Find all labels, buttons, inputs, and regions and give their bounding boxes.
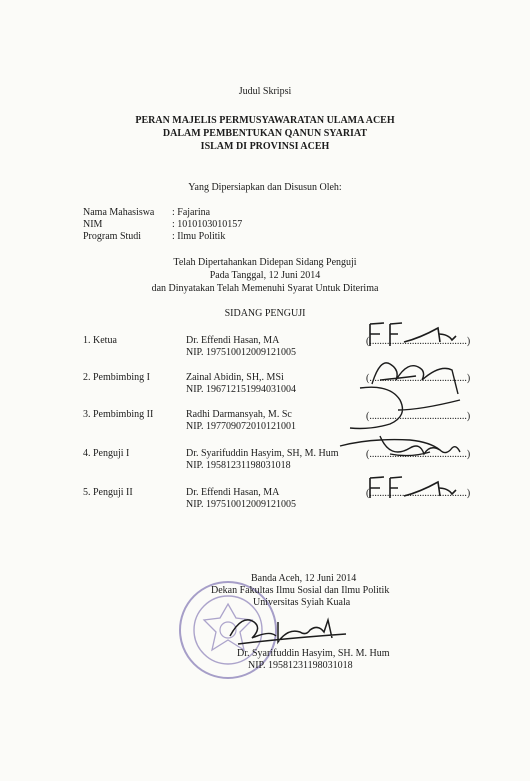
examiner-role: 5. Penguji II [83,487,133,498]
student-prodi-value: : Ilmu Politik [172,231,226,242]
dean-name: Dr. Syarifuddin Hasyim, SH. M. Hum [237,648,390,659]
signature-blank: (.......................................) [366,411,471,422]
examiner-role: 4. Penguji I [83,448,130,459]
dean-nip: NIP. 19581231198031018 [248,660,353,671]
header-label: Judul Skripsi [238,86,292,97]
examiner-name: Dr. Effendi Hasan, MA [186,335,280,346]
defense-line-1: Telah Dipertahankan Didepan Sidang Penguji [173,257,357,268]
signature-blank: (.......................................) [366,488,471,499]
signature-mark [360,430,480,470]
examiner-nip: NIP. 197510012009121005 [186,347,297,358]
student-name-label: Nama Mahasiswa [83,207,155,218]
signature-blank: (.......................................) [366,336,471,347]
student-prodi-label: Program Studi [83,231,142,242]
examiner-role: 2. Pembimbing I [83,372,150,383]
signature-mark [360,468,470,508]
examiner-name: Dr. Syarifuddin Hasyim, SH, M. Hum [186,448,339,459]
examiner-role: 1. Ketua [83,335,117,346]
prepared-by: Yang Dipersiapkan dan Disusun Oleh: [188,182,342,193]
examiner-nip: NIP. 197510012009121005 [186,499,297,510]
approval-university: Universitas Syiah Kuala [253,597,351,608]
examiner-name: Zainal Abidin, SH,. MSi [186,372,284,383]
signature-blank: (.......................................) [366,373,471,384]
examiner-nip: NIP. 196712151994031004 [186,384,297,395]
title-line-1: PERAN MAJELIS PERMUSYAWARATAN ULAMA ACEH [135,115,395,126]
examiner-name: Radhi Darmansyah, M. Sc [186,409,292,420]
student-name-value: : Fajarina [172,207,211,218]
student-nim-value: : 1010103010157 [172,219,243,230]
student-nim-label: NIM [83,219,103,230]
signature-blank: (.......................................) [366,449,471,460]
defense-line-3: dan Dinyatakan Telah Memenuhi Syarat Untuk Diterima [151,283,379,294]
title-line-3: ISLAM DI PROVINSI ACEH [200,141,330,152]
dean-signature [218,608,358,650]
examiner-role: 3. Pembimbing II [83,409,154,420]
approval-place-date: Banda Aceh, 12 Juni 2014 [251,573,357,584]
title-line-2: DALAM PEMBENTUKAN QANUN SYARIAT [162,128,368,139]
examiner-nip: NIP. 19581231198031018 [186,460,291,471]
approval-position: Dekan Fakultas Ilmu Sosial dan Ilmu Politik [211,585,390,596]
examiner-name: Dr. Effendi Hasan, MA [186,487,280,498]
examiner-nip: NIP. 197709072010121001 [186,421,297,432]
defense-line-2: Pada Tanggal, 12 Juni 2014 [209,270,321,281]
committee-title: SIDANG PENGUJI [224,308,306,319]
